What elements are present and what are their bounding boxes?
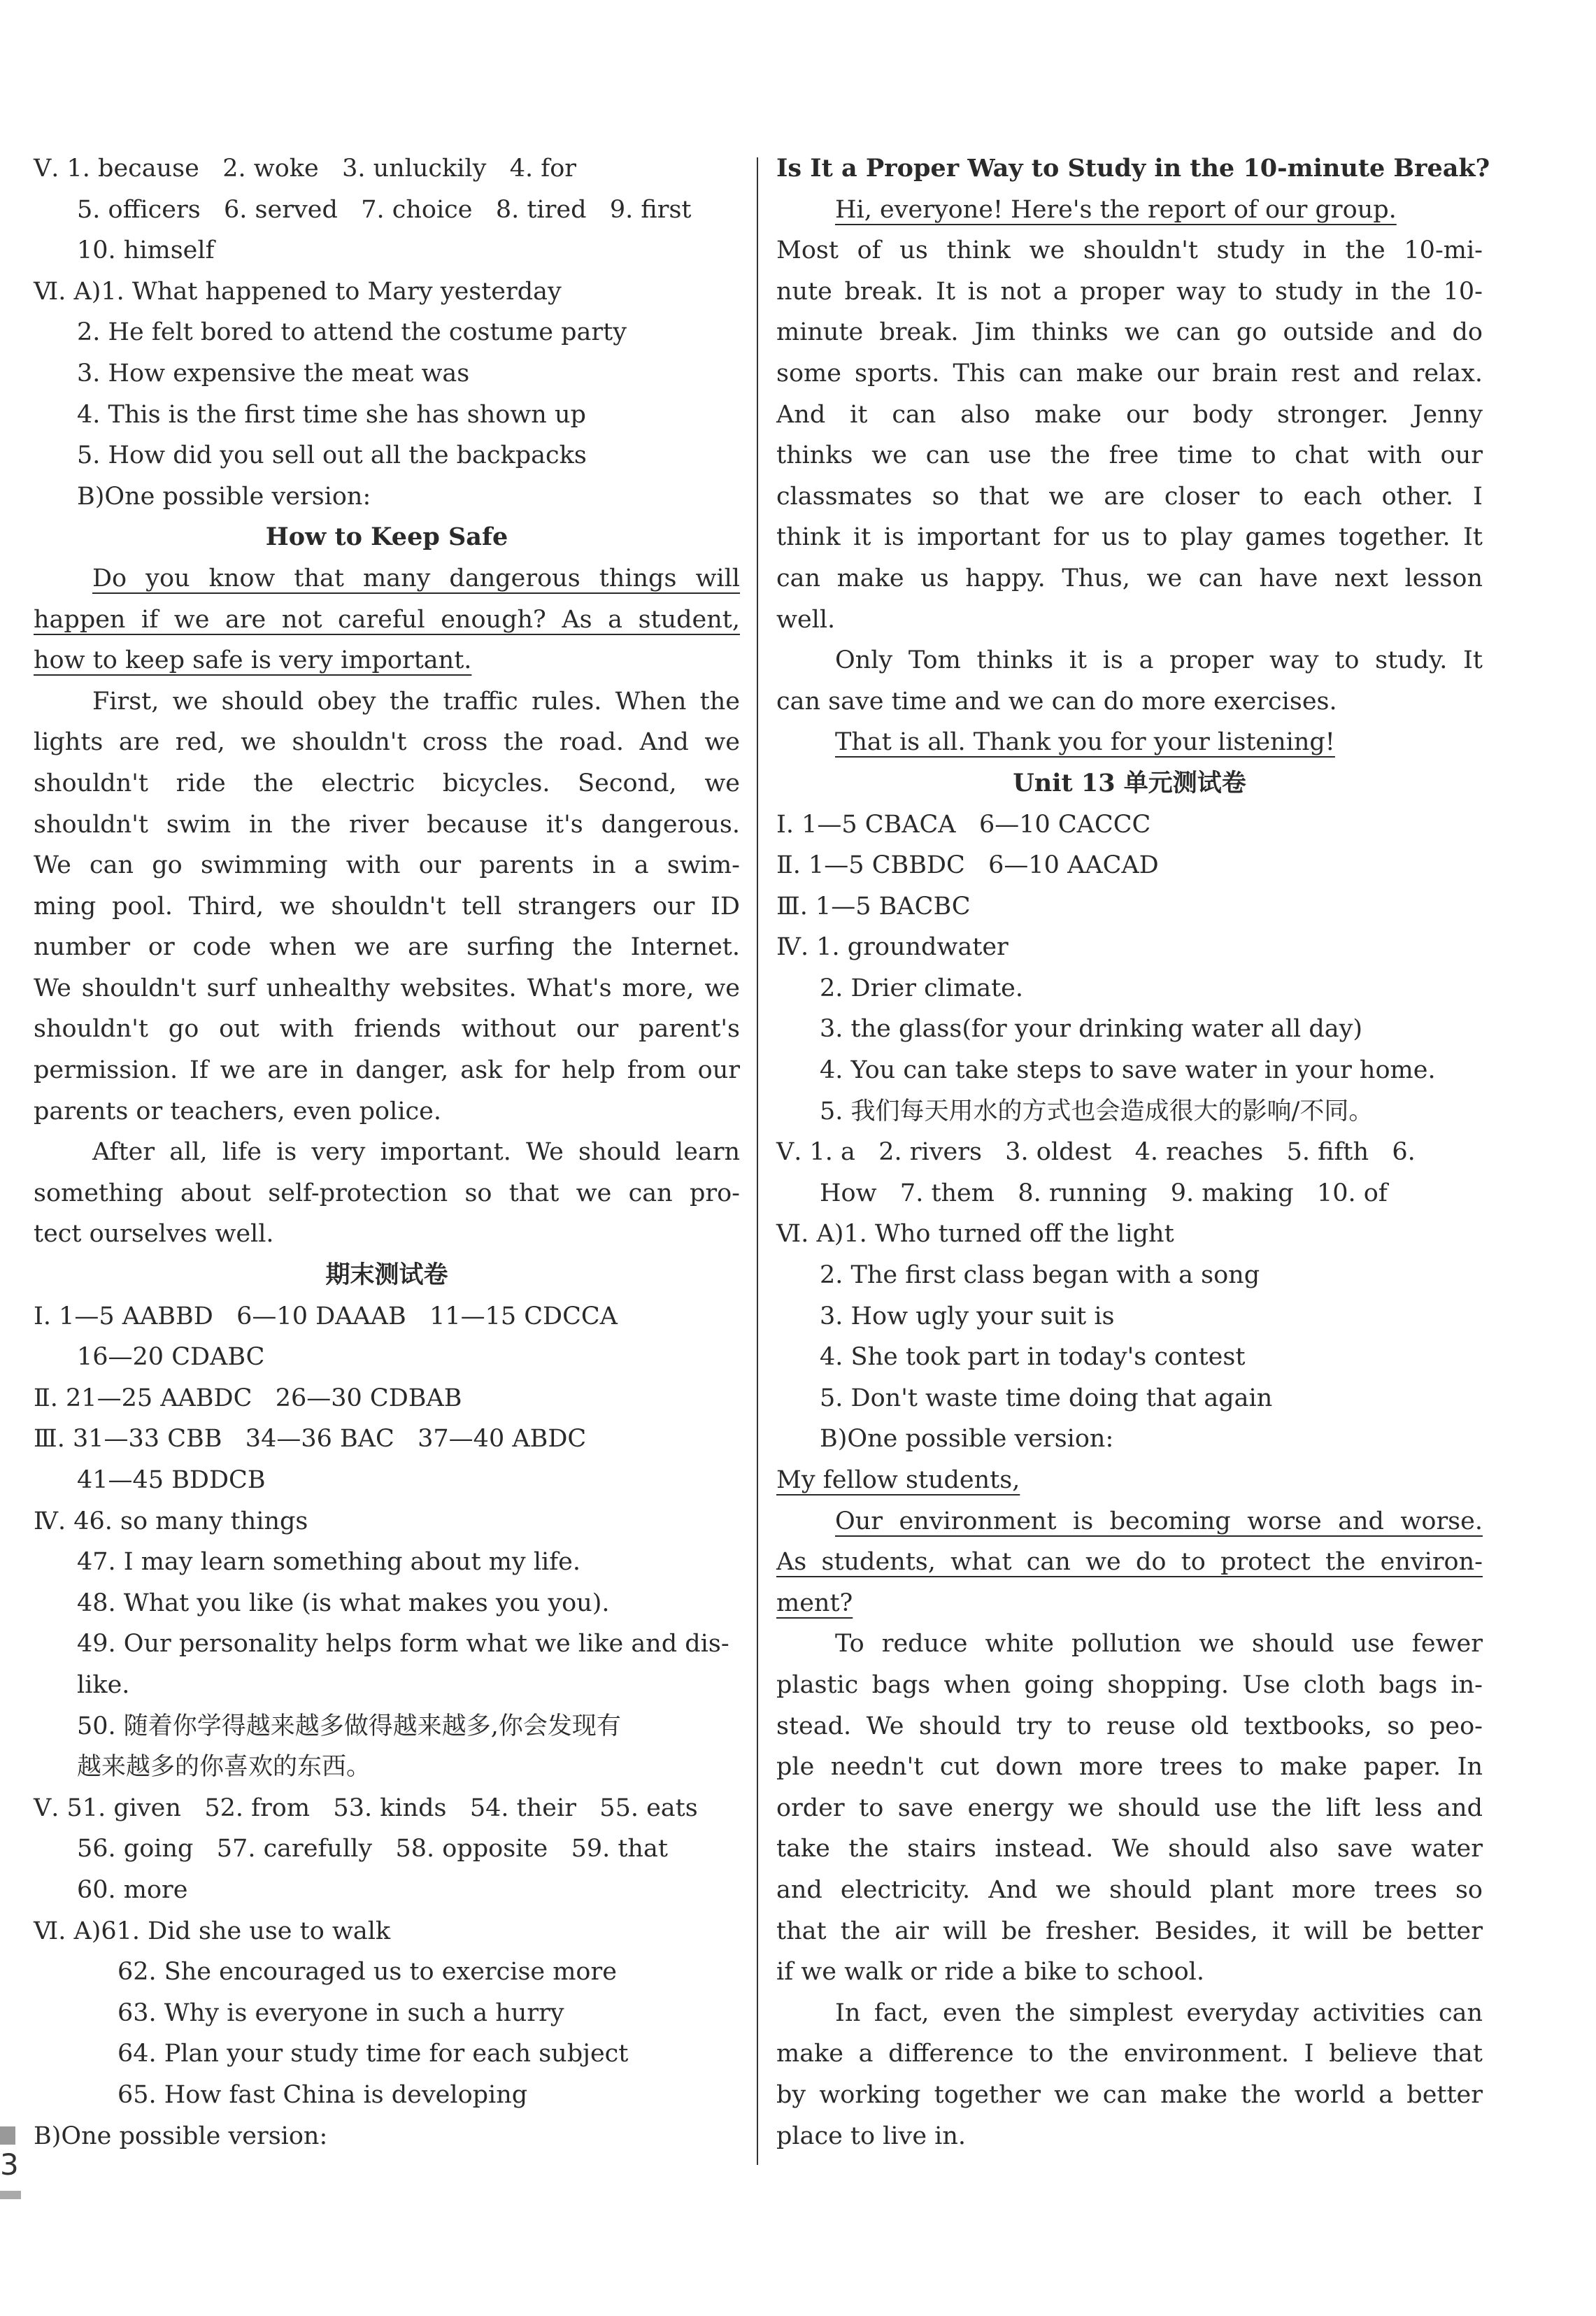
left-line: 48. What you like (is what makes you you). <box>77 1589 610 1617</box>
right-line: Ⅱ. 1—5 CBBDC 6—10 AACAD <box>776 851 1159 880</box>
left-line: like. <box>77 1670 130 1699</box>
right-line: That is all. Thank you for your listening! <box>835 728 1335 757</box>
left-line: Ⅵ. A)61. Did she use to walk <box>34 1917 391 1945</box>
right-line: Most of us think we shouldn't study in the 10-mi- <box>776 236 1483 265</box>
right-line: can save time and we can do more exercises. <box>776 687 1337 716</box>
right-line: plastic bags when going shopping. Use cloth bags in- <box>776 1670 1483 1699</box>
right-line: Ⅴ. 1. a 2. rivers 3. oldest 4. reaches 5. fifth 6. <box>776 1138 1416 1167</box>
right-line: take the stairs instead. We should also save water <box>776 1835 1483 1863</box>
right-line: How 7. them 8. running 9. making 10. of <box>820 1179 1388 1207</box>
right-line: 5. 我们每天用水的方式也会造成很大的影响/不同。 <box>820 1097 1374 1125</box>
left-line: We can go swimming with our parents in a swim- <box>34 851 740 880</box>
page-number: 3 <box>0 2147 19 2182</box>
right-line: and electricity. And we should plant more trees so <box>776 1875 1483 1904</box>
right-line: ment? <box>776 1589 853 1617</box>
left-line: How to Keep Safe <box>265 523 508 552</box>
left-line: 50. 随着你学得越来越多做得越来越多,你会发现有 <box>77 1712 621 1740</box>
right-column <box>776 148 1490 2157</box>
right-line: order to save energy we should use the lift less and <box>776 1793 1483 1822</box>
left-line: shouldn't swim in the river because it's dangerous. <box>34 810 740 839</box>
left-line: 5. How did you sell out all the backpacks <box>77 441 587 470</box>
right-line: stead. We should try to reuse old textbooks, so peo- <box>776 1712 1483 1740</box>
right-line: 3. the glass(for your drinking water all day) <box>820 1015 1363 1044</box>
right-line: think it is important for us to play games together. It <box>776 523 1483 552</box>
left-line: Ⅵ. A)1. What happened to Mary yesterday <box>34 277 562 306</box>
left-line: B)One possible version: <box>77 482 371 511</box>
left-line: 2. He felt bored to attend the costume party <box>77 318 627 347</box>
left-line: We shouldn't surf unhealthy websites. What's more, we <box>34 974 740 1002</box>
right-line: classmates so that we are closer to each other. I <box>776 482 1483 511</box>
right-line: Ⅲ. 1—5 BACBC <box>776 892 971 921</box>
left-line: First, we should obey the traffic rules. When the <box>92 687 740 716</box>
left-line: 3. How expensive the meat was <box>77 359 470 388</box>
right-line: Only Tom thinks it is a proper way to study. It <box>835 646 1483 675</box>
right-line: Ⅵ. A)1. Who turned off the light <box>776 1220 1174 1249</box>
left-line: 16—20 CDABC <box>77 1343 265 1372</box>
left-line: something about self-protection so that we can pro- <box>34 1179 740 1207</box>
right-line: As students, what can we do to protect the environ- <box>776 1548 1483 1577</box>
right-line: minute break. Jim thinks we can go outside and do <box>776 318 1483 347</box>
right-line: make a difference to the environment. I believe that <box>776 2040 1483 2068</box>
left-line: Ⅴ. 1. because 2. woke 3. unluckily 4. for <box>34 155 577 183</box>
right-line: if we walk or ride a bike to school. <box>776 1958 1204 1987</box>
left-line: Do you know that many dangerous things will <box>92 564 740 592</box>
left-line: 60. more <box>77 1875 188 1904</box>
right-line: thinks we can use the free time to chat with our <box>776 441 1483 470</box>
right-line: 3. How ugly your suit is <box>820 1302 1115 1330</box>
right-line: 5. Don't waste time doing that again <box>820 1384 1273 1412</box>
left-line: permission. If we are in danger, ask for help from our <box>34 1056 740 1085</box>
left-line: B)One possible version: <box>34 2122 328 2150</box>
left-line: 越来越多的你喜欢的东西。 <box>77 1753 371 1782</box>
left-line: 62. She encouraged us to exercise more <box>117 1958 617 1987</box>
left-line: Ⅰ. 1—5 AABBD 6—10 DAAAB 11—15 CDCCA <box>34 1302 618 1330</box>
right-line: In fact, even the simplest everyday activities can <box>835 1998 1483 2027</box>
right-line: Ⅳ. 1. groundwater <box>776 933 1009 962</box>
left-line: 56. going 57. carefully 58. opposite 59. that <box>77 1835 668 1863</box>
right-line: place to live in. <box>776 2122 967 2150</box>
page-number-tab <box>0 2126 24 2203</box>
left-line: parents or teachers, even police. <box>34 1097 441 1125</box>
left-line: 65. How fast China is developing <box>117 2080 528 2109</box>
left-line: Ⅲ. 31—33 CBB 34—36 BAC 37—40 ABDC <box>34 1425 587 1454</box>
right-line: My fellow students, <box>776 1466 1020 1494</box>
left-line: 10. himself <box>77 236 215 265</box>
right-line: 4. She took part in today's contest <box>820 1343 1246 1372</box>
left-column <box>34 148 740 2157</box>
left-line: 5. officers 6. served 7. choice 8. tired 9. first <box>77 195 692 224</box>
page-tab-shade <box>0 2126 15 2145</box>
right-line: And it can also make our body stronger. Jenny <box>776 400 1483 429</box>
right-line: Is It a Proper Way to Study in the 10-minute Break? <box>776 154 1490 183</box>
left-line: ming pool. Third, we shouldn't tell strangers our ID <box>34 892 740 921</box>
left-line: 4. This is the first time she has shown up <box>77 400 586 429</box>
right-line: 4. You can take steps to save water in your home. <box>820 1056 1436 1085</box>
left-line: 47. I may learn something about my life. <box>77 1548 581 1577</box>
right-line: by working together we can make the world a better <box>776 2080 1483 2109</box>
left-line: happen if we are not careful enough? As a student, <box>34 605 740 634</box>
right-line: nute break. It is not a proper way to study in the 10- <box>776 277 1483 306</box>
right-line: Unit 13 单元测试卷 <box>1013 768 1246 797</box>
left-line: shouldn't go out with friends without our parent's <box>34 1015 740 1044</box>
right-line: can make us happy. Thus, we can have next lesson <box>776 564 1483 592</box>
left-line: how to keep safe is very important. <box>34 646 472 675</box>
left-line: Ⅴ. 51. given 52. from 53. kinds 54. their 55. eats <box>34 1793 698 1822</box>
left-line: 41—45 BDDCB <box>77 1466 266 1494</box>
left-line: shouldn't ride the electric bicycles. Second, we <box>34 769 740 797</box>
right-line: some sports. This can make our brain rest and relax. <box>776 359 1483 388</box>
left-line: 63. Why is everyone in such a hurry <box>117 1998 564 2027</box>
left-line: 期末测试卷 <box>325 1260 448 1290</box>
right-line: ple needn't cut down more trees to make paper. In <box>776 1753 1483 1782</box>
right-line: Our environment is becoming worse and worse. <box>835 1507 1483 1535</box>
left-line: After all, life is very important. We should learn <box>92 1138 740 1167</box>
right-line: To reduce white pollution we should use fewer <box>835 1630 1483 1658</box>
right-line: Hi, everyone! Here's the report of our group. <box>835 195 1397 224</box>
right-line: 2. Drier climate. <box>820 974 1024 1002</box>
page-tab-shade-bottom <box>0 2191 21 2199</box>
right-line: well. <box>776 605 836 634</box>
left-line: Ⅱ. 21—25 AABDC 26—30 CDBAB <box>34 1384 462 1412</box>
left-line: lights are red, we shouldn't cross the road. And we <box>34 728 740 757</box>
right-line: B)One possible version: <box>820 1425 1114 1454</box>
left-line: 64. Plan your study time for each subject <box>117 2040 629 2068</box>
left-line: number or code when we are surfing the Internet. <box>34 933 740 962</box>
right-line: 2. The first class began with a song <box>820 1261 1260 1290</box>
column-divider <box>757 157 758 2165</box>
left-line: tect ourselves well. <box>34 1220 274 1249</box>
right-line: that the air will be fresher. Besides, it will be better <box>776 1917 1483 1945</box>
left-line: 49. Our personality helps form what we like and dis- <box>77 1630 729 1658</box>
right-line: Ⅰ. 1—5 CBACA 6—10 CACCC <box>776 810 1151 839</box>
left-line: Ⅳ. 46. so many things <box>34 1507 308 1535</box>
